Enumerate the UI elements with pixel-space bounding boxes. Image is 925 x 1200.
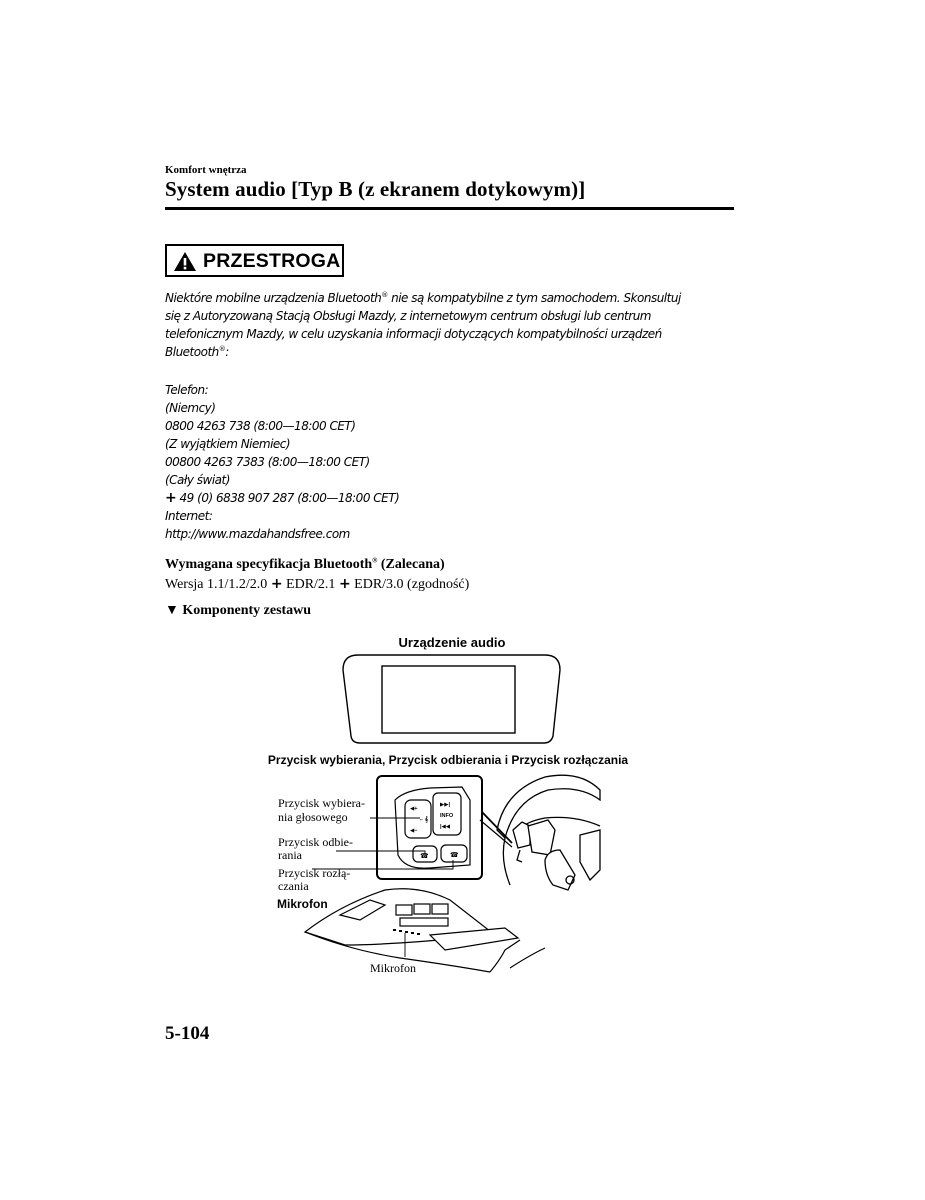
world-label: (Cały świat) (165, 473, 230, 487)
pickup-label: Przycisk odbie- (278, 835, 353, 849)
svg-text:◀+: ◀+ (410, 806, 418, 812)
voice-dial-icon[interactable]: ⌐ 𝄞 (420, 817, 428, 823)
title-rule (165, 207, 734, 210)
warning-line: Bluetooth®: (165, 345, 229, 359)
microphone-label: Mikrofon (277, 897, 328, 911)
warning-triangle-icon (173, 251, 197, 272)
except-germany-number: 00800 4263 7383 (8:00—18:00 CET) (165, 455, 370, 469)
contact-block (165, 381, 399, 543)
hangup-label: Przycisk rozłą- (278, 866, 351, 880)
svg-text:|◀◀: |◀◀ (440, 824, 450, 830)
audio-unit-label: Urządzenie audio (398, 635, 506, 650)
warning-paragraph (165, 289, 681, 361)
voice-dial-label: nia głosowego (278, 810, 348, 824)
page-number: 5-104 (165, 1023, 210, 1044)
caution-box (165, 244, 344, 277)
world-number: + 49 (0) 6838 907 287 (8:00—18:00 CET) (165, 490, 400, 506)
warning-line: Niektóre mobilne urządzenia Bluetooth® nie są kompatybilne z tym samochodem. Skonsultuj (165, 291, 681, 305)
hangup-label: czania (278, 879, 309, 893)
mazda-handsfree-link[interactable]: http://www.mazdahandsfree.com (165, 527, 350, 541)
microphone-caption: Mikrofon (370, 961, 416, 975)
pickup-label: rania (278, 848, 302, 862)
triangle-down-icon: ▼ (165, 603, 179, 618)
warning-line: się z Autoryzowaną Stacją Obsługi Mazdy, z internetowym centrum obsługi lub centrum (165, 309, 651, 323)
except-germany-label: (Z wyjątkiem Niemiec) (165, 437, 291, 451)
info-button[interactable]: INFO (440, 813, 454, 819)
components-figure (265, 628, 635, 980)
overhead-console (305, 889, 545, 972)
spec-versions: Wersja 1.1/1.2/2.0 + EDR/2.1 + EDR/3.0 (zgodność) (165, 576, 470, 592)
spec-heading: Wymagana specyfikacja Bluetooth® (Zalecana) (165, 556, 445, 572)
steering-wheel (497, 775, 600, 890)
germany-number: 0800 4263 738 (8:00—18:00 CET) (165, 419, 356, 433)
buttons-label: Przycisk wybierania, Przycisk odbierania i Przycisk rozłączania (267, 753, 629, 767)
phone-pickup-icon: ☎ (420, 853, 429, 860)
phone-label: Telefon: (165, 383, 209, 397)
warning-line: telefonicznym Mazdy, w celu uzyskania informacji dotyczących kompatybilności urządzeń (165, 327, 662, 341)
voice-dial-label: Przycisk wybiera- (278, 796, 365, 810)
components-heading: ▼ Komponenty zestawu (165, 603, 312, 618)
internet-label: Internet: (165, 509, 213, 523)
page-title: System audio [Typ B (z ekranem dotykowym)] (165, 177, 586, 201)
section-label: Komfort wnętrza (165, 164, 247, 176)
svg-text:◀−: ◀− (410, 828, 418, 834)
germany-label: (Niemcy) (165, 401, 216, 415)
phone-hangup-icon: ☎ (450, 852, 459, 859)
caution-label: PRZESTROGA (203, 250, 341, 272)
svg-text:▶▶|: ▶▶| (440, 802, 450, 808)
audio-unit-screen[interactable] (382, 666, 515, 733)
steering-switch-panel (395, 787, 470, 868)
